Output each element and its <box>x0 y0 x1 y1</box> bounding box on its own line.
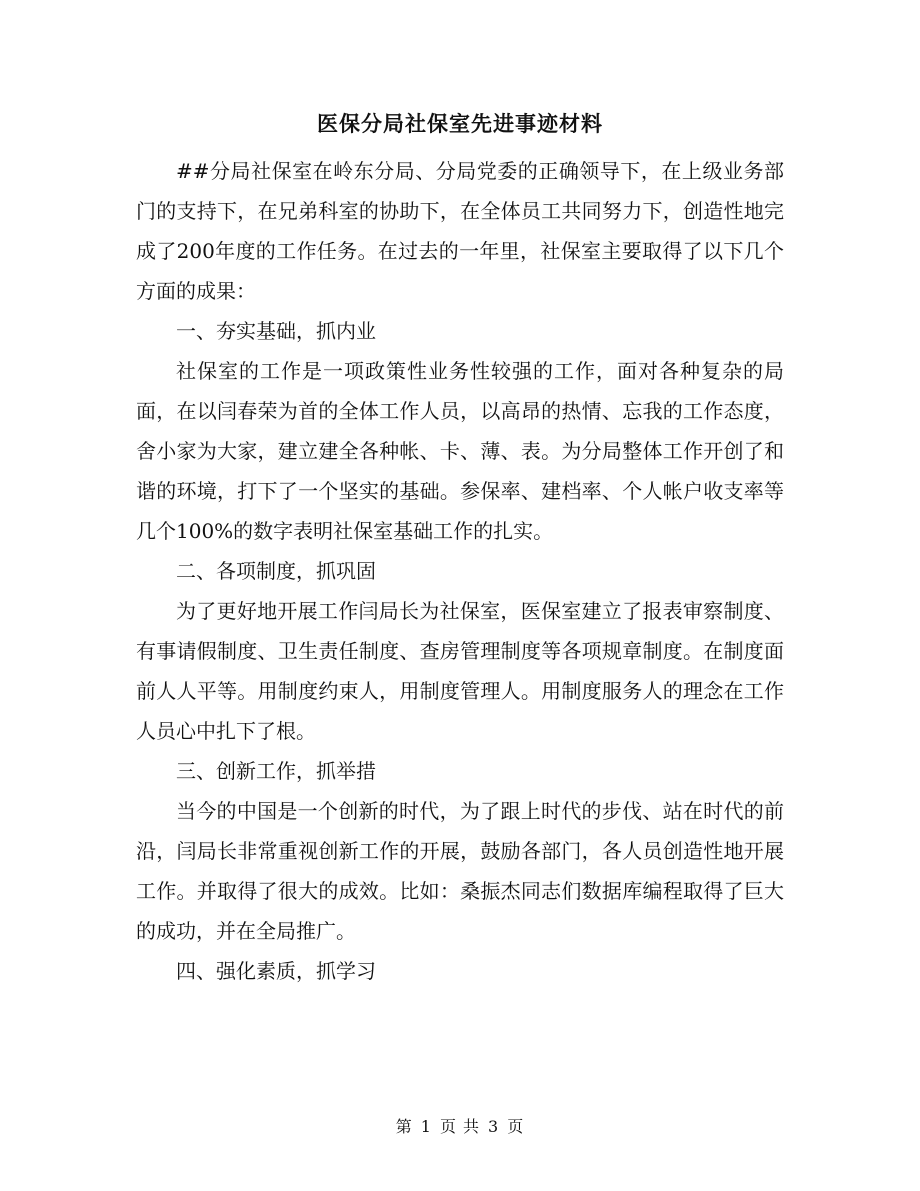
section-heading-3: 三、创新工作，抓举措 <box>176 759 376 783</box>
document-title: 医保分局社保室先进事迹材料 <box>317 111 603 136</box>
footer-suffix: 页 <box>507 1117 525 1136</box>
page-footer <box>0 1114 920 1137</box>
document-body <box>136 151 784 991</box>
current-page-number: 1 <box>420 1117 432 1136</box>
section-heading-2: 二、各项制度，抓巩固 <box>176 559 376 583</box>
section-heading-1: 一、夯实基础，抓内业 <box>176 319 376 343</box>
footer-prefix: 第 <box>395 1117 413 1136</box>
paragraph-intro: ##分局社保室在岭东分局、分局党委的正确领导下，在上级业务部门的支持下，在兄弟科室的协助下，在全体员工共同努力下，创造性地完成了200年度的工作任务。在过去的一年里，社保室主要取得了以下几个方面的成果： <box>136 159 784 303</box>
paragraph-section-2: 为了更好地开展工作闫局长为社保室，医保室建立了报表审察制度、有事请假制度、卫生责任制度、查房管理制度等各项规章制度。在制度面前人人平等。用制度约束人，用制度管理人。用制度服务人的理念在工作人员心中扎下了根。 <box>136 599 784 743</box>
paragraph-section-3: 当今的中国是一个创新的时代，为了跟上时代的步伐、站在时代的前沿，闫局长非常重视创新工作的开展，鼓励各部门，各人员创造性地开展工作。并取得了很大的成效。比如：桑振杰同志们数据库编程取得了巨大的成功，并在全局推广。 <box>136 799 784 943</box>
paragraph-section-1: 社保室的工作是一项政策性业务性较强的工作，面对各种复杂的局面，在以闫春荣为首的全体工作人员，以高昂的热情、忘我的工作态度，舍小家为大家，建立建全各种帐、卡、薄、表。为分局整体工作开创了和谐的环境，打下了一个坚实的基础。参保率、建档率、个人帐户收支率等几个100%的数字表明社保室基础工作的扎实。 <box>136 359 784 543</box>
footer-mid: 页 共 <box>439 1117 481 1136</box>
total-pages-number: 3 <box>488 1117 500 1136</box>
section-heading-4: 四、强化素质，抓学习 <box>176 959 376 983</box>
